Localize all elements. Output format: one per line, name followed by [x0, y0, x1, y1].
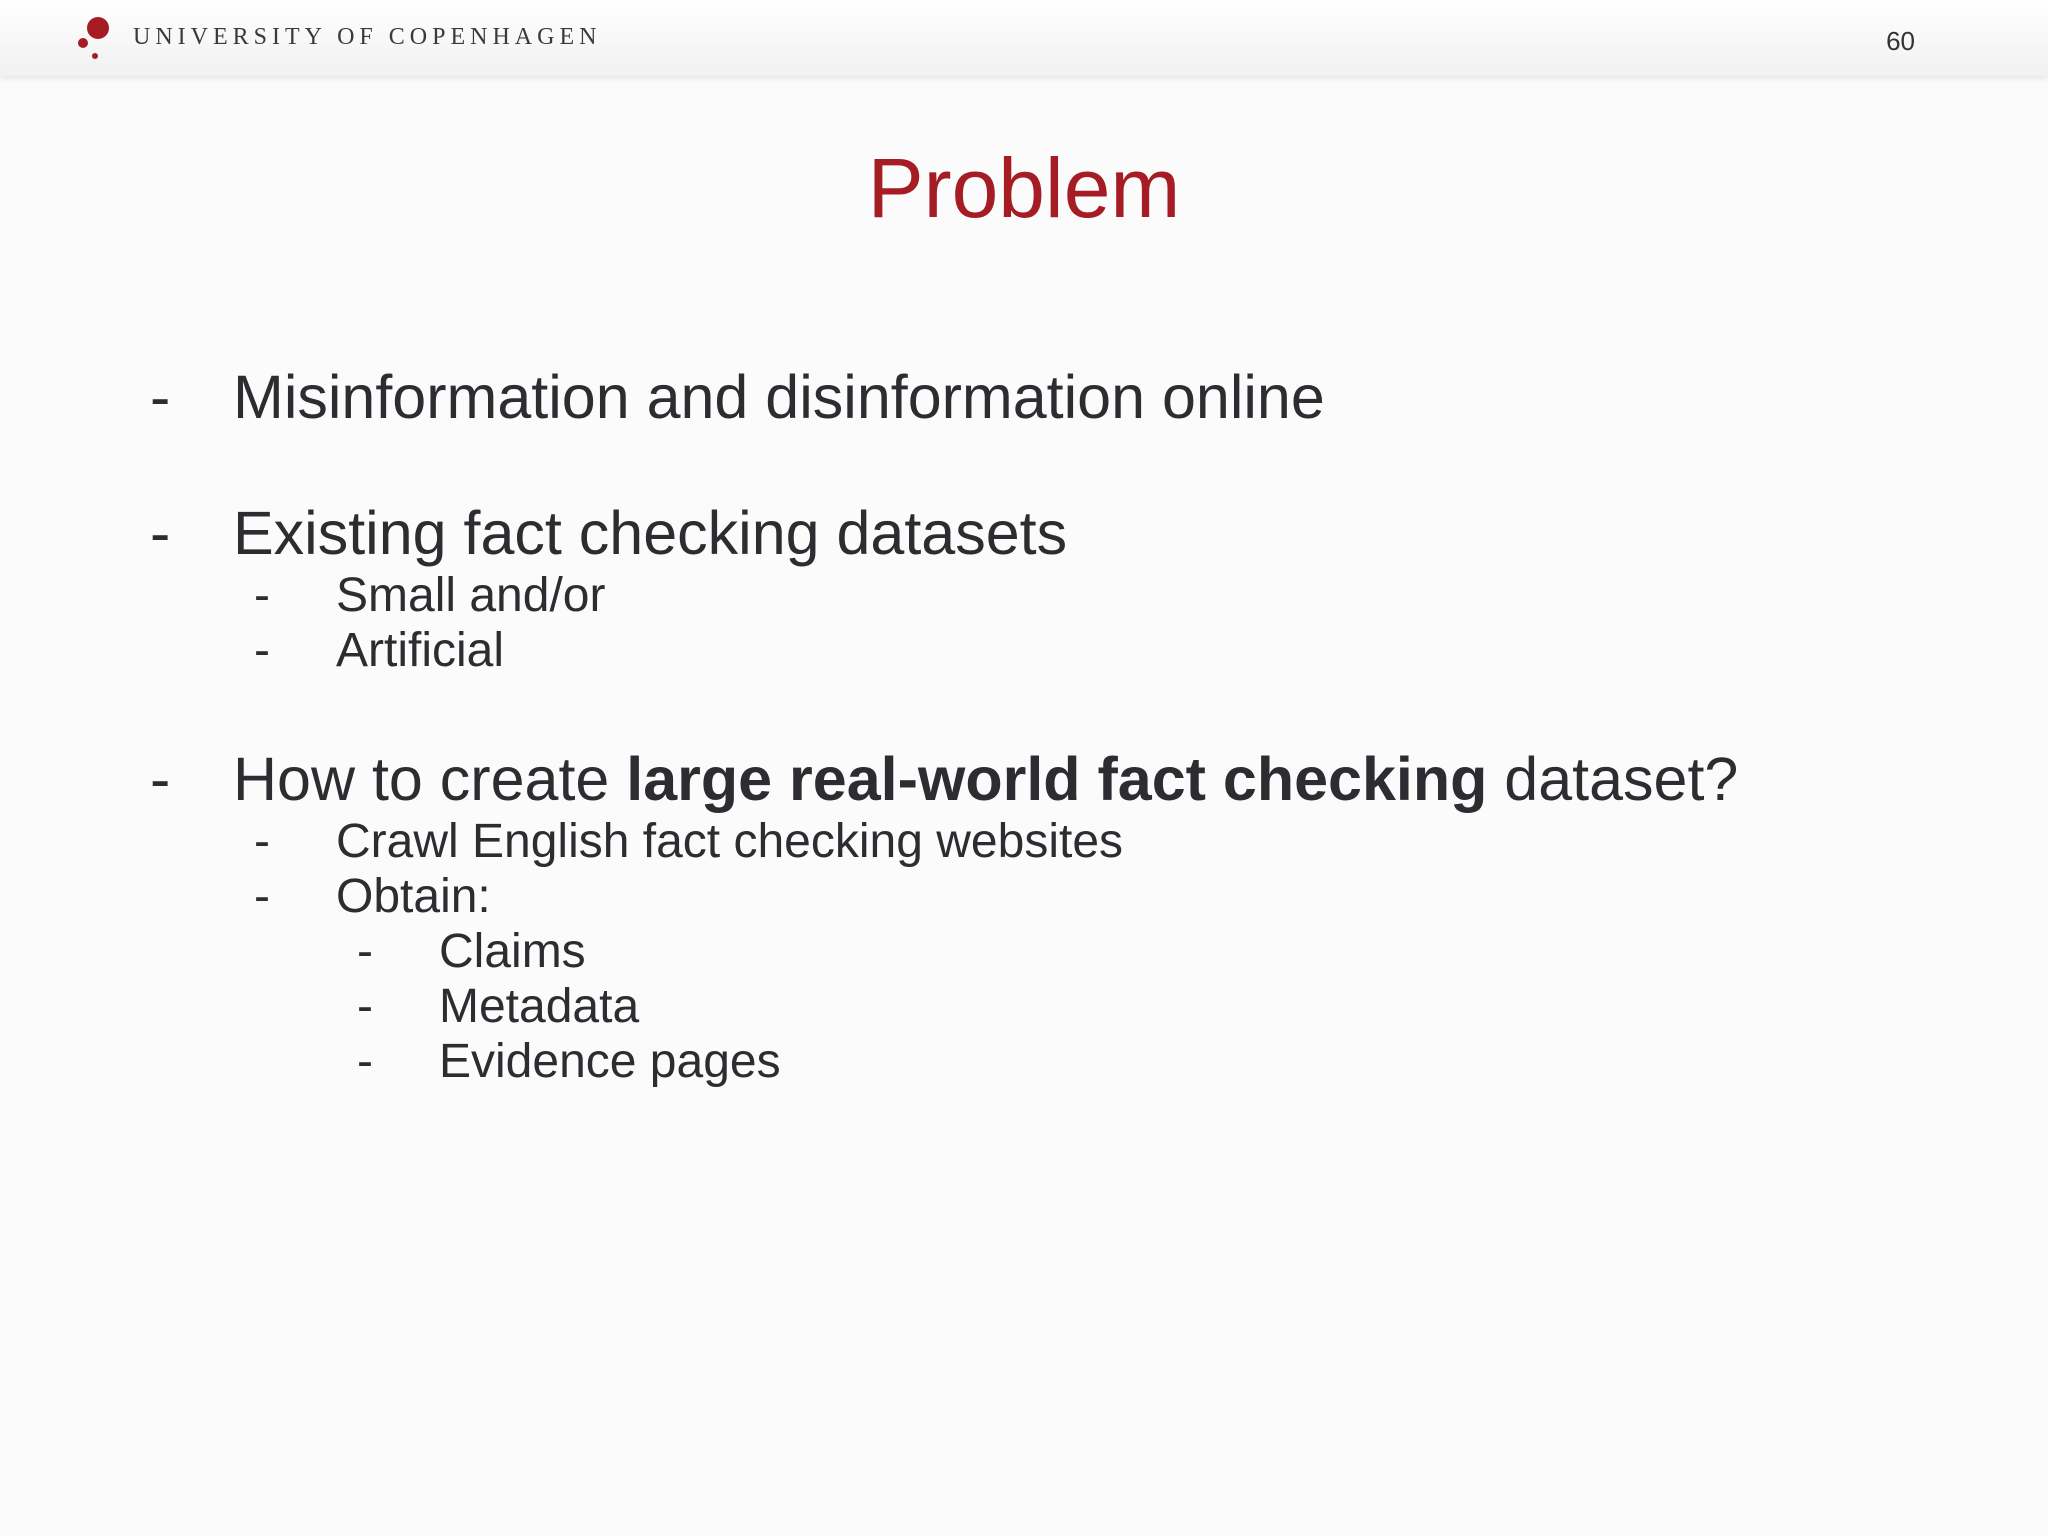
bullet-text: [233, 744, 1738, 814]
bullet-dash: -: [254, 624, 270, 677]
university-logo-icon: [76, 14, 116, 62]
bullet-text: Misinformation and disinformation online: [233, 363, 1325, 431]
bullet-text: Metadata: [439, 980, 640, 1033]
bullet-text: Obtain:: [336, 870, 491, 923]
slide-header: [0, 0, 2048, 76]
slide-title: Problem: [867, 141, 1181, 235]
bullet-text: Small and/or: [336, 569, 606, 622]
bullet-text: Artificial: [336, 624, 505, 677]
bullet-dash: -: [254, 870, 270, 923]
bullet-text-emphasis: large real-world fact checking: [626, 745, 1488, 813]
bullet-dash: -: [254, 815, 270, 868]
bullet-text-part: How to create: [233, 745, 627, 813]
bullet-dash: -: [150, 363, 171, 431]
bullet-dash: -: [357, 980, 373, 1033]
bullet-text: Existing fact checking datasets: [233, 499, 1068, 567]
bullet-dash: -: [150, 745, 171, 813]
bullet-dash: -: [150, 499, 171, 567]
bullet-dash: -: [254, 569, 270, 622]
university-name: UNIVERSITY OF COPENHAGEN: [133, 24, 602, 50]
bullet-dash: -: [357, 1035, 373, 1088]
bullet-text: Crawl English fact checking websites: [336, 815, 1124, 868]
bullet-text: Claims: [439, 925, 586, 978]
bullet-text-part: dataset?: [1487, 745, 1739, 813]
page-number: 60: [1886, 26, 1915, 56]
bullet-dash: -: [357, 925, 373, 978]
bullet-text: Evidence pages: [439, 1035, 781, 1088]
